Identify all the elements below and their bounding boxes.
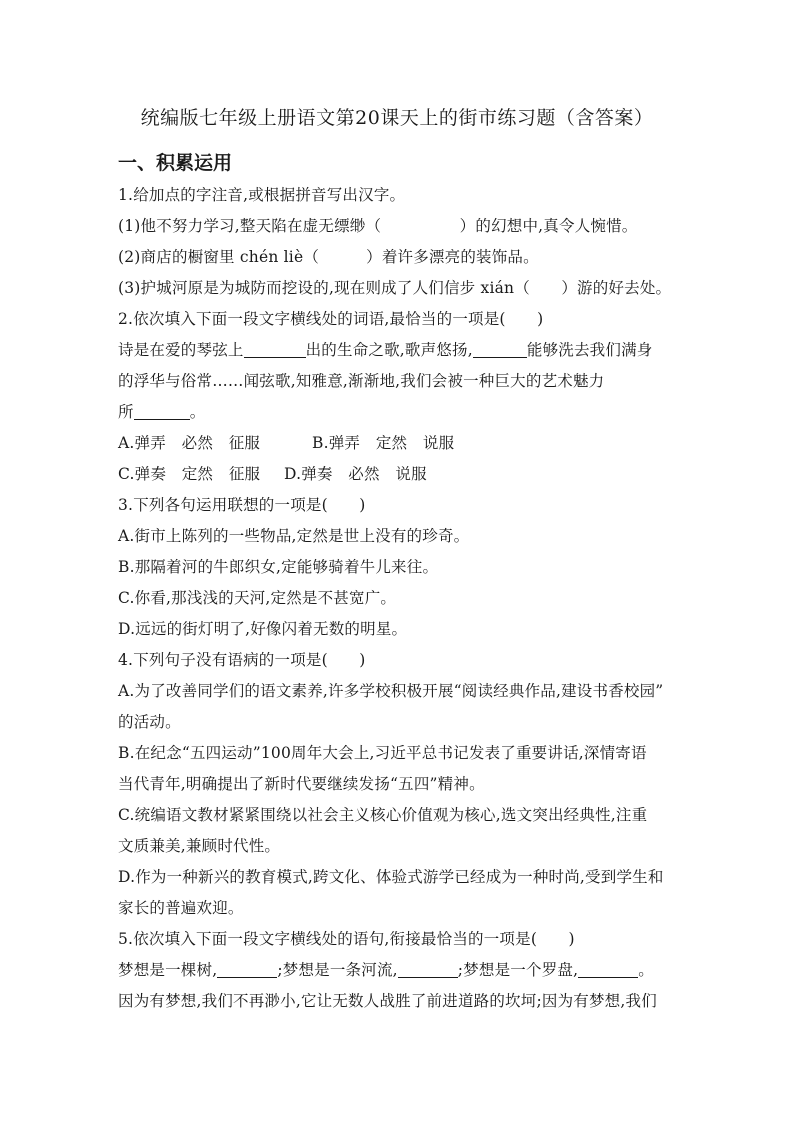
passage-text: ;梦想是一个罗盘, xyxy=(457,961,579,979)
passage-text: 。 xyxy=(189,403,206,421)
section-heading: 一、积累运用 xyxy=(118,152,233,174)
question-1-item-1: (1)他不努力学习,整天陷在虚无缥缈（ ）的幻想中,真令人惋惜。 xyxy=(118,217,638,235)
option-c: C.弹奏 定然 征服 xyxy=(118,465,261,483)
question-2-passage-line-3 xyxy=(118,397,698,428)
fill-blank xyxy=(398,959,458,978)
question-4-line: 当代青年,明确提出了新时代要继续发扬“五四”精神。 xyxy=(118,775,485,793)
fill-blank xyxy=(134,401,190,420)
question-1-item-3: (3)护城河原是为城防而挖设的,现在则成了人们信步 xián（ ）游的好去处。 xyxy=(118,279,672,297)
question-2-passage-line-2: 的浮华与俗常……闻弦歌,知雅意,渐渐地,我们会被一种巨大的艺术魅力 xyxy=(118,372,605,390)
question-4-line: 的活动。 xyxy=(118,713,181,731)
question-3-option-b: B.那隔着河的牛郎织女,定能够骑着牛儿来往。 xyxy=(118,558,439,576)
question-2-options-row-1 xyxy=(118,428,698,459)
passage-text: 诗是在爱的琴弦上 xyxy=(118,341,244,359)
question-4-line: A.为了改善同学们的语文素养,许多学校积极开展“阅读经典作品,建设书香校园” xyxy=(118,682,664,700)
passage-text: 能够洗去我们满身 xyxy=(526,341,653,359)
question-4-line: 家长的普遍欢迎。 xyxy=(118,899,244,917)
question-5-passage-line-2: 因为有梦想,我们不再渺小,它让无数人战胜了前进道路的坎坷;因为有梦想,我们 xyxy=(118,992,657,1010)
page-title: 统编版七年级上册语文第20课天上的街市练习题（含答案） xyxy=(140,107,654,129)
question-5-passage-line-1 xyxy=(118,955,698,986)
question-1-stem: 1.给加点的字注音,或根据拼音写出汉字。 xyxy=(118,186,406,204)
question-2-passage-line-1 xyxy=(118,335,698,366)
option-a: A.弹弄 必然 征服 xyxy=(118,434,261,452)
question-4-line: 文质兼美,兼顾时代性。 xyxy=(118,837,281,855)
passage-text: 。 xyxy=(638,961,654,979)
passage-text: 所 xyxy=(118,403,134,421)
fill-blank xyxy=(217,959,277,978)
question-list xyxy=(118,180,698,1017)
fill-blank xyxy=(578,959,638,978)
question-4-line: D.作为一种新兴的教育模式,跨文化、体验式游学已经成为一种时尚,受到学生和 xyxy=(118,868,664,886)
option-b: B.弹弄 定然 说服 xyxy=(312,434,455,452)
fill-blank xyxy=(473,339,527,358)
passage-text: 出的生命之歌,歌声悠扬, xyxy=(305,341,473,359)
question-2-stem: 2.依次填入下面一段文字横线处的词语,最恰当的一项是( ) xyxy=(118,310,544,328)
question-4-line: C.统编语文教材紧紧围绕以社会主义核心价值观为核心,选文突出经典性,注重 xyxy=(118,806,648,824)
question-4-stem: 4.下列句子没有语病的一项是( ) xyxy=(118,651,366,669)
question-5-stem: 5.依次填入下面一段文字横线处的语句,衔接最恰当的一项是( ) xyxy=(118,930,575,948)
fill-blank xyxy=(244,339,306,358)
question-3-option-a: A.街市上陈列的一些物品,定然是世上没有的珍奇。 xyxy=(118,527,470,545)
question-1-item-2: (2)商店的橱窗里 chén liè（ ）着许多漂亮的装饰品。 xyxy=(118,248,539,266)
option-d: D.弹奏 必然 说服 xyxy=(284,465,427,483)
question-3-stem: 3.下列各句运用联想的一项是( ) xyxy=(118,496,366,514)
passage-text: 梦想是一棵树, xyxy=(118,961,218,979)
question-3-option-c: C.你看,那浅浅的天河,定然是不甚宽广。 xyxy=(118,589,397,607)
question-4-line: B.在纪念“五四运动”100周年大会上,习近平总书记发表了重要讲话,深情寄语 xyxy=(118,744,647,762)
question-2-options-row-2 xyxy=(118,459,698,490)
passage-text: ;梦想是一条河流, xyxy=(277,961,398,979)
question-3-option-d: D.远远的街灯明了,好像闪着无数的明星。 xyxy=(118,620,408,638)
